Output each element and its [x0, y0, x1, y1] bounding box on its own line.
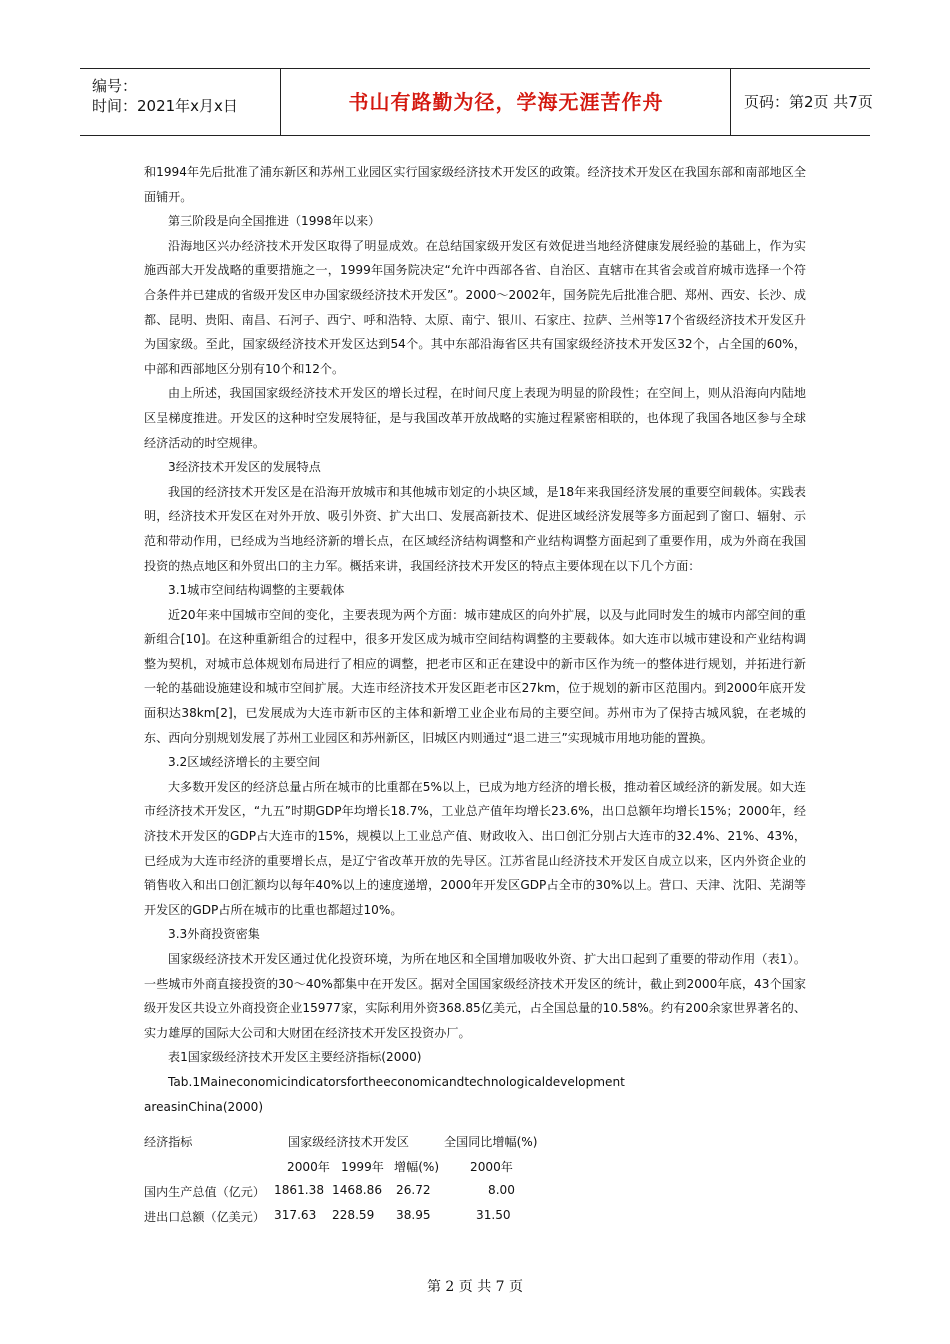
table-cell: 228.59: [332, 1208, 375, 1222]
table-cell: 1468.86: [332, 1183, 383, 1197]
time-label: 时间：2021年x月x日: [92, 97, 238, 115]
paragraph: 近20年来中国城市空间的变化，主要表现为两个方面：城市建成区的向外扩展，以及与此同时发生的城市内部空间的重新组合[10]。在这种重新组合的过程中，很多开发区成为城市空间结构调整的主要载体。如大连市以城市建设和产业结构调整为契机，对城市总体规划布局进行了相应的调整，把老市区和正在建设中的新市区作为统一的整体进行规划，并拓进行新一轮的基础设施建设和城市空间扩展。大连市经济技术开发区距老市区27km，位于规划的新市区范围内。到2000年底开发面积达38km[2]，已发展成为大连市新市区的主体和新增工业企业布局的主要空间。苏州市为了保持古城风貌，在老城的东、西向分别规划发展了苏州工业园区和苏州新区，旧城区内则通过“退二进三”实现城市用地功能的置换。: [144, 607, 806, 745]
table-subheader-row: [144, 1155, 664, 1180]
header-page-info: 页码：第2页 共7页: [744, 93, 873, 111]
table-header-cell: 全国同比增幅(%): [444, 1135, 538, 1149]
table-header-cell: 2000年: [287, 1160, 330, 1174]
section-heading: 3.2区域经济增长的主要空间: [168, 755, 321, 770]
header-motto-cell: [282, 69, 731, 135]
table-cell: 26.72: [396, 1183, 431, 1197]
paragraph: 我国的经济技术开发区是在沿海开放城市和其他城市划定的小块区域，是18年来我国经济发展的重要空间载体。实践表明，经济技术开发区在对外开放、吸引外资、扩大出口、发展高新技术、促进区域经济发展等多方面起到了窗口、辐射、示范和带动作用，已经成为当地经济新的增长点，在区域经济结构调整和产业结构调整方面起到了重要作用，成为外商在我国投资的热点地区和外贸出口的主力军。概括来讲，我国经济技术开发区的特点主要体现在以下几个方面：: [144, 484, 806, 573]
paragraph: 和1994年先后批准了浦东新区和苏州工业园区实行国家级经济技术开发区的政策。经济技术开发区在我国东部和南部地区全面铺开。: [144, 165, 806, 204]
paragraph: 由上所述，我国国家级经济技术开发区的增长过程，在时间尺度上表现为明显的阶段性；在空间上，则从沿海向内陆地区呈梯度推进。开发区的这种时空发展特征，是与我国改革开放战略的实施过程紧密相联的，也体现了我国各地区参与全球经济活动的时空规律。: [144, 386, 806, 450]
table-header-cell: 经济指标: [144, 1135, 193, 1149]
indicator-table: [144, 1130, 664, 1230]
table-cell: 国内生产总值（亿元）: [144, 1185, 265, 1199]
table-cell: 317.63: [274, 1208, 317, 1222]
table-header-cell: 1999年: [341, 1160, 384, 1174]
header-left-cell: [80, 69, 281, 135]
number-label: 编号：: [92, 77, 138, 95]
table-header-row: [144, 1130, 664, 1155]
table-cell: 1861.38: [274, 1183, 325, 1197]
page-footer: 第 2 页 共 7 页: [426, 1279, 524, 1295]
paragraph: 第三阶段是向全国推进（1998年以来）: [168, 214, 381, 229]
page-header: [80, 68, 873, 136]
header-page-cell: [732, 69, 873, 135]
section-heading: 3.1城市空间结构调整的主要载体: [168, 583, 345, 598]
table-caption: 表1国家级经济技术开发区主要经济指标(2000): [168, 1050, 422, 1065]
motto-text: 书山有路勤为径，学海无涯苦作舟: [348, 90, 664, 114]
table-row: [144, 1180, 664, 1205]
table-row: [144, 1205, 664, 1230]
section-heading: 3经济技术开发区的发展特点: [168, 460, 321, 475]
table-header-cell: 国家级经济技术开发区: [288, 1135, 409, 1149]
table-cell: 38.95: [396, 1208, 431, 1222]
table-caption-english: Tab.1Maineconomicindicatorsfortheeconomicandtechnologicaldevelopment: [168, 1074, 625, 1089]
paragraph: 沿海地区兴办经济技术开发区取得了明显成效。在总结国家级开发区有效促进当地经济健康发展经验的基础上，作为实施西部大开发战略的重要措施之一，1999年国务院决定“允许中西部各省、自治区、直辖市在其省会或首府城市选择一个符合条件并已建成的省级开发区申办国家级经济技术开发区”。2000～2002年，国务院先后批准合肥、郑州、西安、长沙、成都、昆明、贵阳、南昌、石河子、西宁、呼和浩特、太原、南宁、银川、石家庄、拉萨、兰州等17个省级经济技术开发区升为国家级。至此，国家级经济技术开发区达到54个。其中东部沿海省区共有国家级经济技术开发区32个，占全国的60%，中部和西部地区分别有10个和12个。: [144, 238, 806, 376]
table-caption-english-cont: areasinChina(2000): [144, 1099, 264, 1114]
paragraph: 大多数开发区的经济总量占所在城市的比重都在5%以上，已成为地方经济的增长极，推动着区域经济的新发展。如大连市经济技术开发区，“九五”时期GDP年均增长18.7%，工业总产值年均增长23.6%，出口总额年均增长15%；2000年，经济技术开发区的GDP占大连市的15%，规模以上工业总产值、财政收入、出口创汇分别占大连市的32.4%、21%、43%，已经成为大连市经济的重要增长点，是辽宁省改革开放的先导区。江苏省昆山经济技术开发区自成立以来，区内外资企业的销售收入和出口创汇额均以每年40%以上的速度递增，2000年开发区GDP占全市的30%以上。营口、天津、沈阳、芜湖等开发区的GDP占所在城市的比重也都超过10%。: [144, 779, 806, 917]
table-cell: 31.50: [476, 1208, 511, 1222]
paragraph: 国家级经济技术开发区通过优化投资环境，为所在地区和全国增加吸收外资、扩大出口起到了重要的带动作用（表1）。一些城市外商直接投资的30～40%都集中在开发区。据对全国国家级经济技术开发区的统计，截止到2000年底，43个国家级开发区共设立外商投资企业15977家，实际利用外资368.85亿美元，占全国总量的10.58%。约有200余家世界著名的、实力雄厚的国际大公司和大财团在经济技术开发区投资办厂。: [144, 952, 806, 1040]
section-heading: 3.3外商投资密集: [168, 927, 260, 942]
table-header-cell: 2000年: [470, 1160, 513, 1174]
table-cell: 进出口总额（亿美元）: [144, 1210, 265, 1224]
table-header-cell: 增幅(%): [394, 1160, 440, 1174]
body-text: [144, 160, 806, 1119]
table-cell: 8.00: [488, 1183, 515, 1197]
